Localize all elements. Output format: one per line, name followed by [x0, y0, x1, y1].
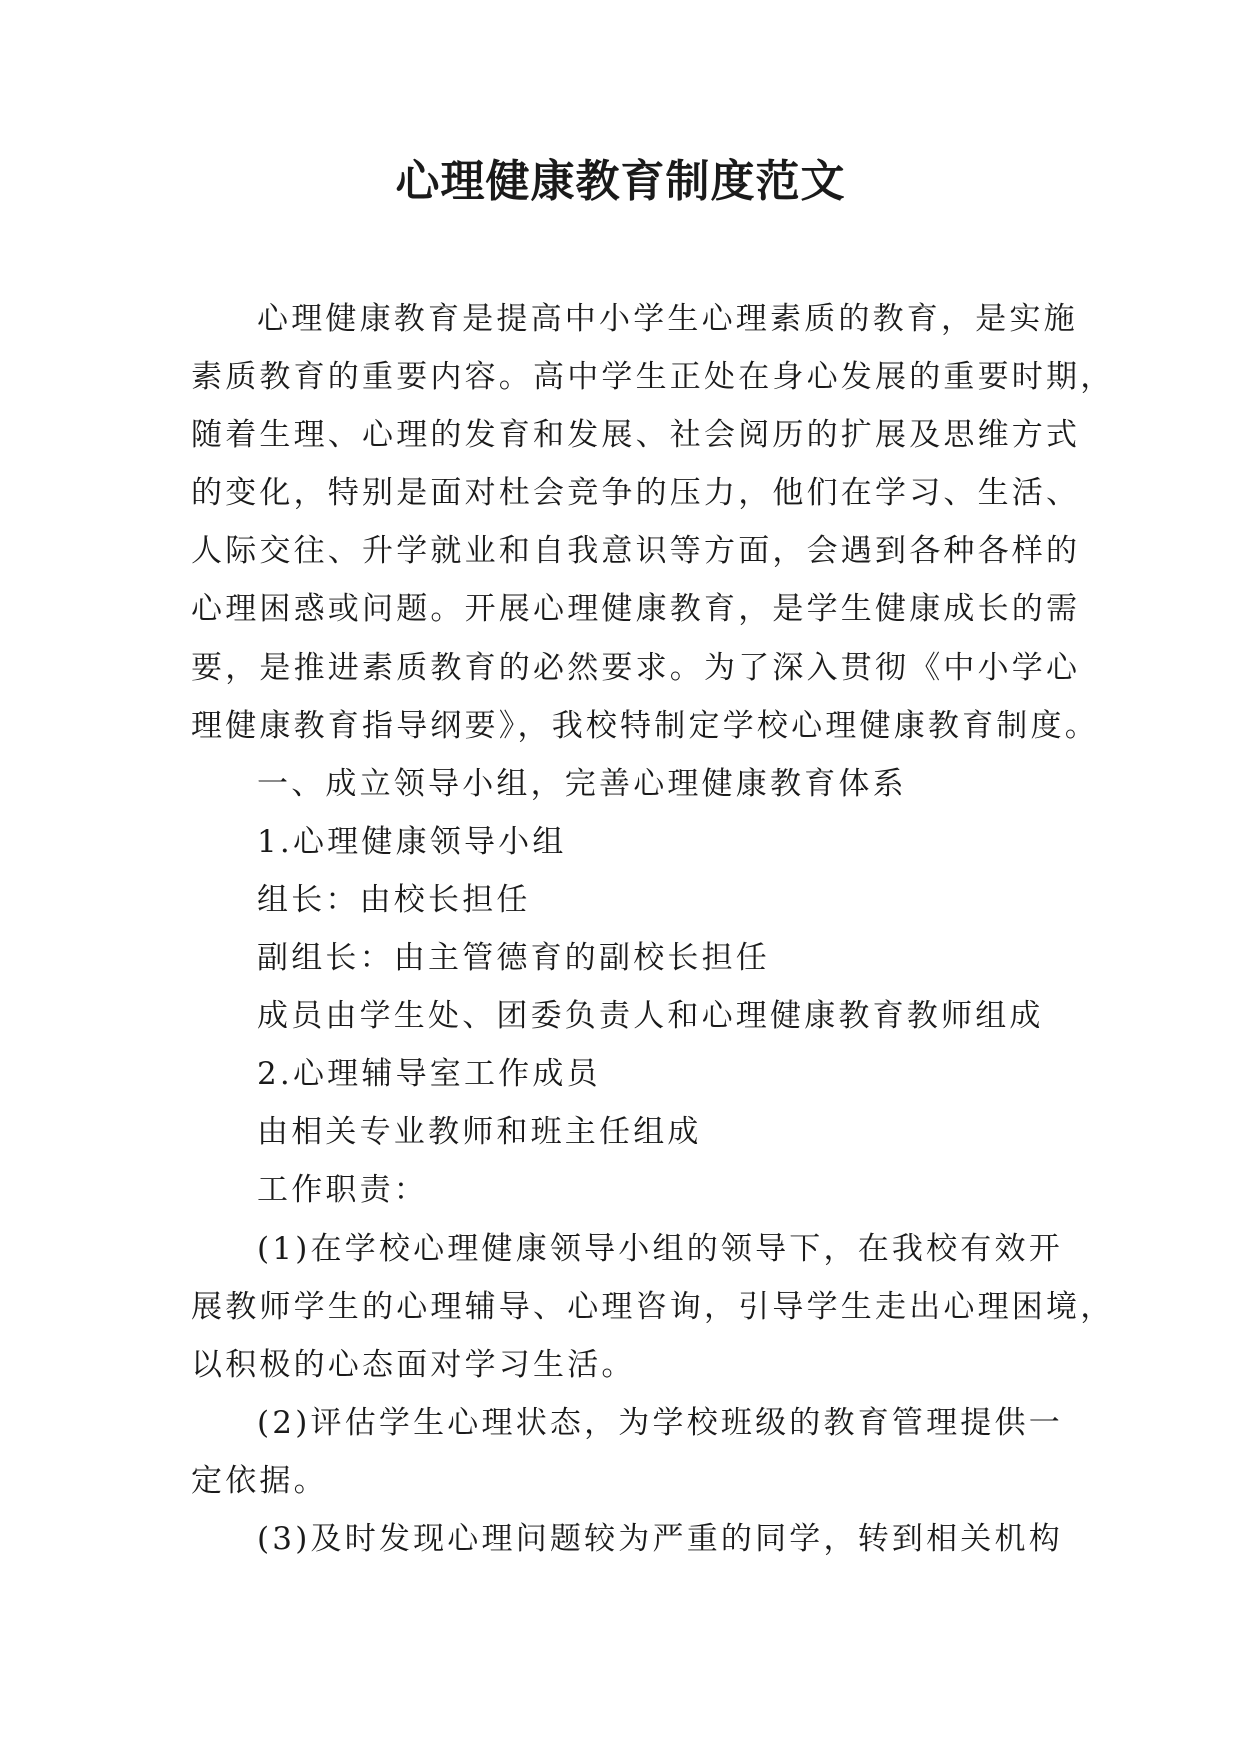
- text-line: 要，是推进素质教育的必然要求。为了深入贯彻《中小学心: [191, 649, 1081, 686]
- text-line: 心理健康教育是提高中小学生心理素质的教育，是实施: [257, 301, 1078, 337]
- text-line: 副组长：由主管德育的副校长担任: [257, 940, 770, 977]
- list-item: (3)及时发现心理问题较为严重的同学，转到相关机构: [257, 1520, 1063, 1557]
- list-item: (2)评估学生心理状态，为学校班级的教育管理提供一: [257, 1404, 1063, 1441]
- subsection-heading: 1.心理健康领导小组: [257, 823, 567, 860]
- text-line: 工作职责：: [257, 1172, 428, 1209]
- document-title: 心理健康教育制度范文: [395, 156, 846, 207]
- text-line: 组长：由校长担任: [257, 881, 531, 918]
- text-line: 成员由学生处、团委负责人和心理健康教育教师组成: [257, 998, 1044, 1035]
- document-body: [191, 290, 1115, 1568]
- text-line: 理健康教育指导纲要》，我校特制定学校心理健康教育制度。: [191, 707, 1099, 744]
- text-line: 素质教育的重要内容。高中学生正处在身心发展的重要时期，: [191, 359, 1115, 396]
- text-line: 由相关专业教师和班主任组成: [257, 1114, 702, 1151]
- section-heading: 一、成立领导小组，完善心理健康教育体系: [257, 765, 907, 802]
- subsection-heading: 2.心理辅导室工作成员: [257, 1056, 601, 1093]
- text-line: 以积极的心态面对学习生活。: [191, 1346, 636, 1383]
- text-line: 展教师学生的心理辅导、心理咨询，引导学生走出心理困境，: [191, 1288, 1115, 1325]
- text-line: 定依据。: [191, 1462, 328, 1499]
- text-line: 人际交往、升学就业和自我意识等方面，会遇到各种各样的: [191, 533, 1081, 570]
- text-line: 的变化，特别是面对杜会竞争的压力，他们在学习、生活、: [191, 475, 1081, 512]
- text-line: 随着生理、心理的发育和发展、社会阅历的扩展及思维方式: [191, 417, 1081, 454]
- list-item: (1)在学校心理健康领导小组的领导下，在我校有效开: [257, 1230, 1063, 1267]
- text-line: 心理困惑或问题。开展心理健康教育，是学生健康成长的需: [191, 591, 1081, 628]
